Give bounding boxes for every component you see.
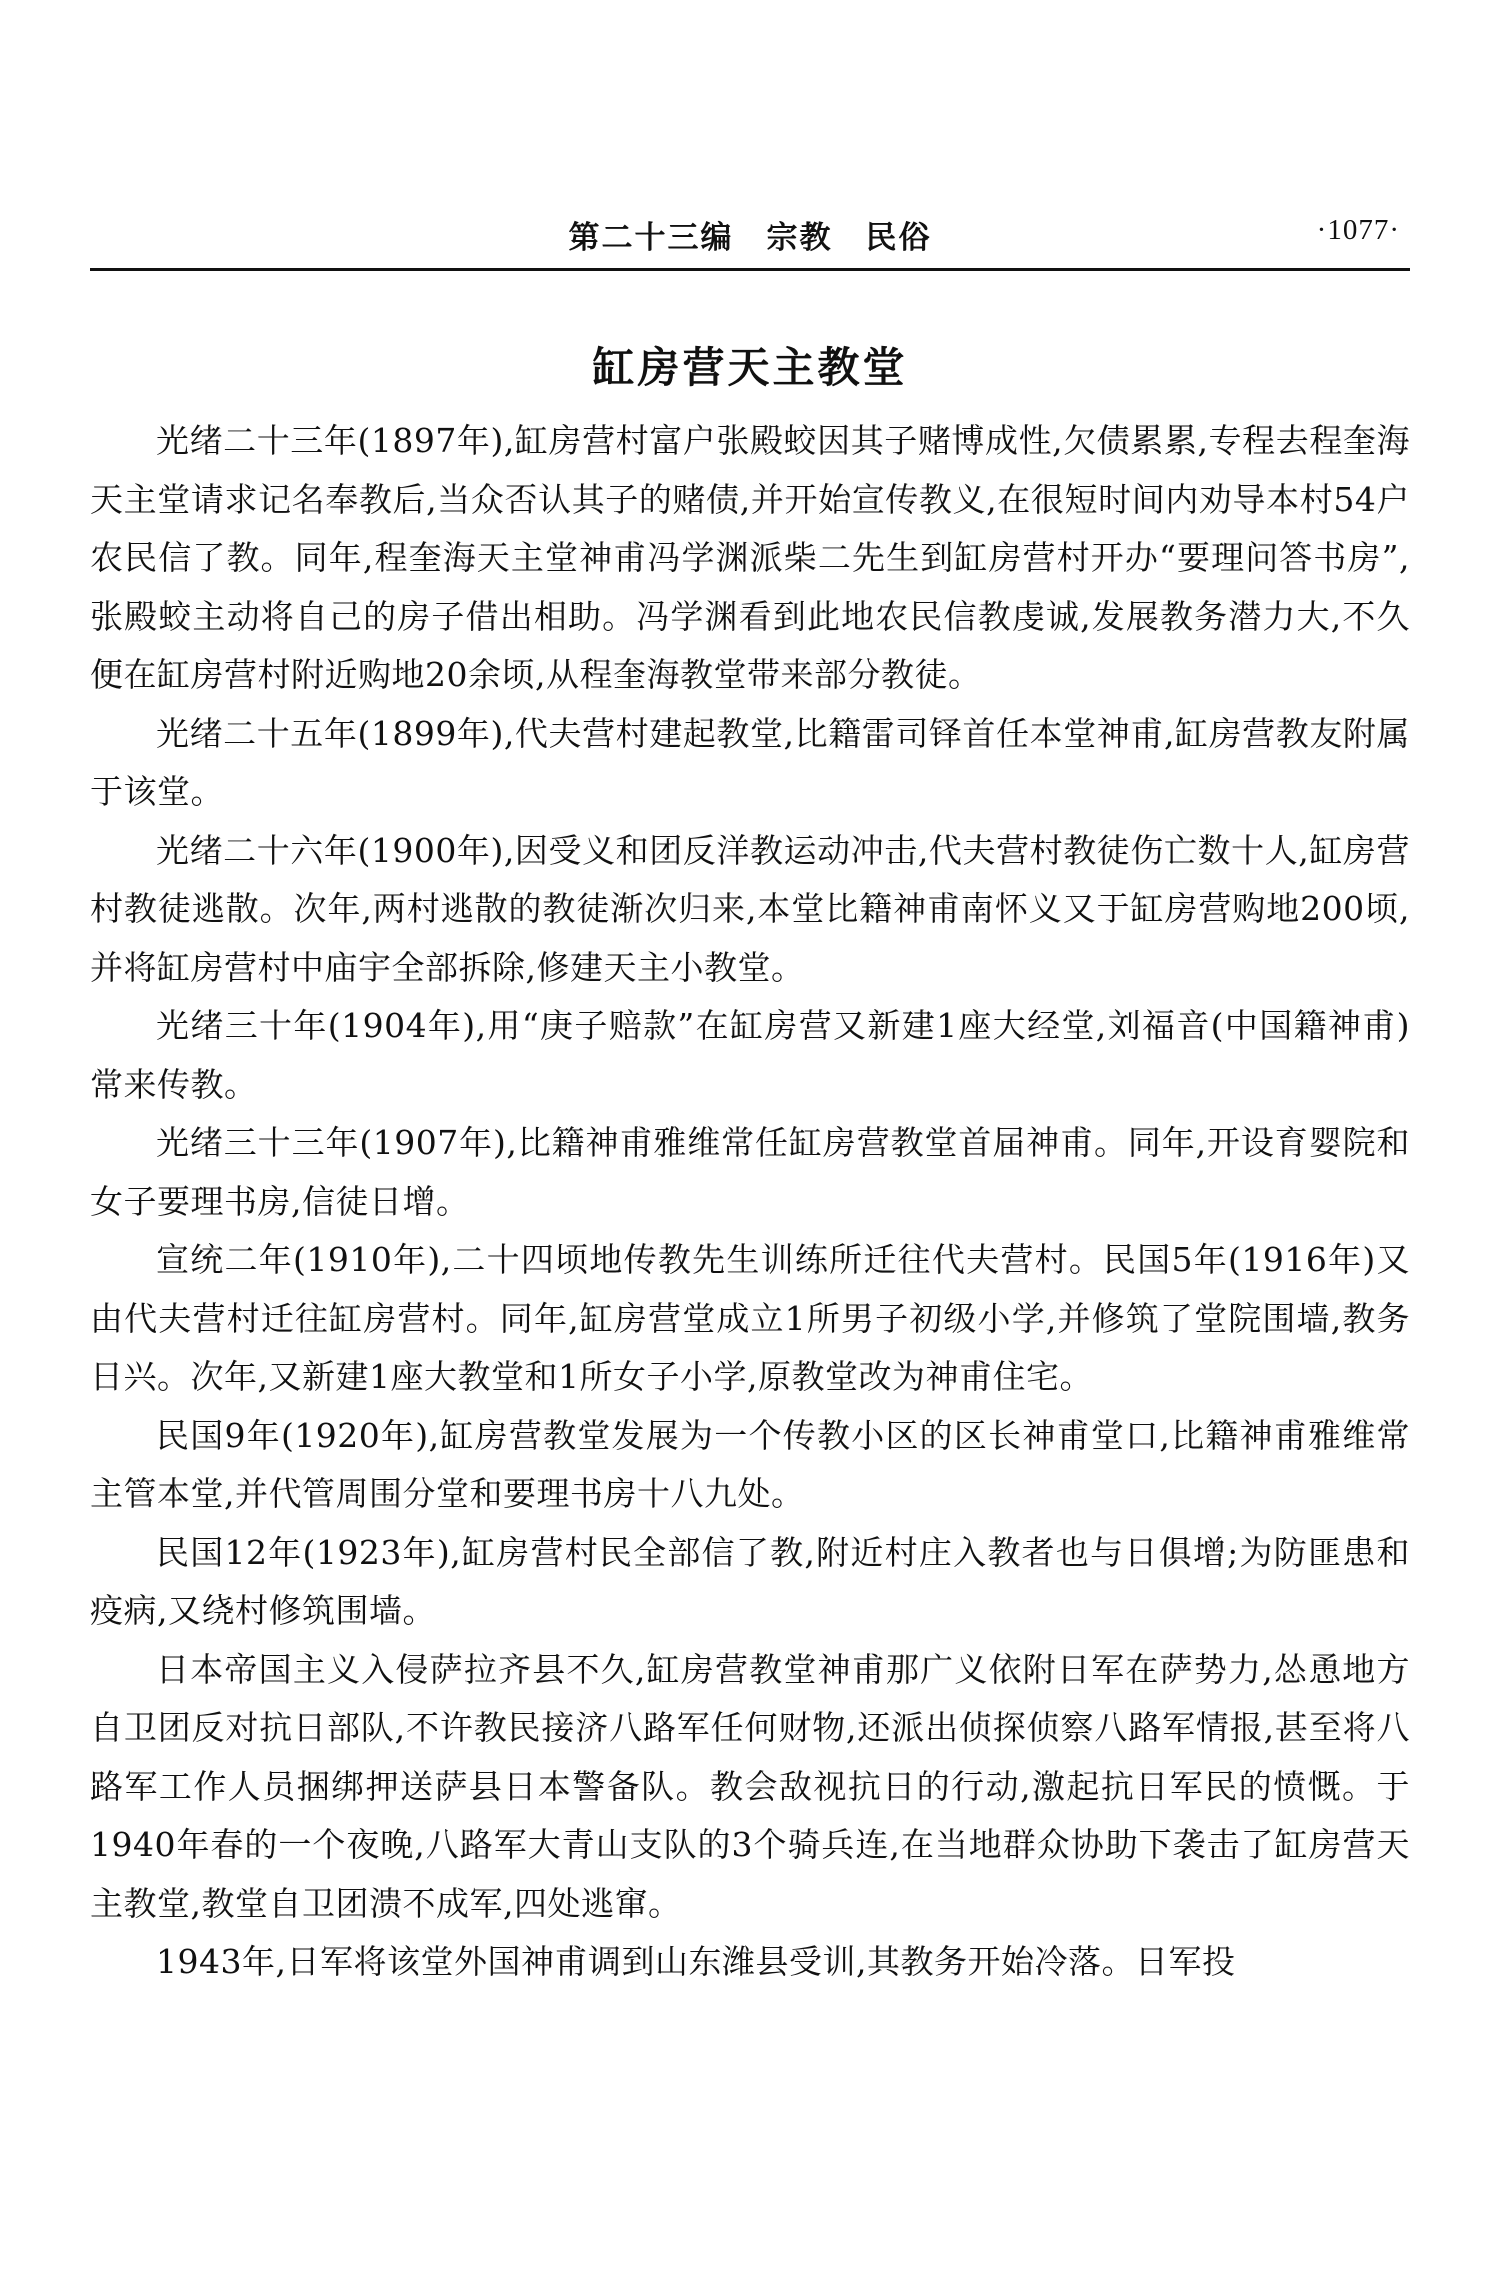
paragraph: 民国9年(1920年),缸房营教堂发展为一个传教小区的区长神甫堂口,比籍神甫雅维常主管本堂,并代管周围分堂和要理书房十八九处。	[90, 1415, 1410, 1513]
paragraph: 光绪三十三年(1907年),比籍神甫雅维常任缸房营教堂首届神甫。同年,开设育婴院和女子要理书房,信徒日增。	[90, 1123, 1410, 1221]
running-header	[90, 212, 1410, 262]
header-rule	[90, 268, 1410, 271]
paragraph: 光绪二十三年(1897年),缸房营村富户张殿蛟因其子赌博成性,欠债累累,专程去程奎海天主堂请求记名奉教后,当众否认其子的赌债,并开始宣传教义,在很短时间内劝导本村54户农民信了教。同年,程奎海天主堂神甫冯学渊派柴二先生到缸房营村开办“要理问答书房”,张殿蛟主动将自己的房子借出相助。冯学渊看到此地农民信教虔诚,发展教务潜力大,不久便在缸房营村附近购地20余顷,从程奎海教堂带来部分教徒。	[90, 421, 1410, 694]
page-number: ·1077·	[1316, 214, 1400, 246]
section-title: 第二十三编 宗教 民俗	[568, 220, 932, 256]
paragraph: 日本帝国主义入侵萨拉齐县不久,缸房营教堂神甫那广义依附日军在萨势力,怂恿地方自卫团反对抗日部队,不许教民接济八路军任何财物,还派出侦探侦察八路军情报,甚至将八路军工作人员捆绑押送萨县日本警备队。教会敌视抗日的行动,激起抗日军民的愤慨。于1940年春的一个夜晚,八路军大青山支队的3个骑兵连,在当地群众协助下袭击了缸房营天主教堂,教堂自卫团溃不成军,四处逃窜。	[90, 1649, 1410, 1923]
paragraph: 光绪二十六年(1900年),因受义和团反洋教运动冲击,代夫营村教徒伤亡数十人,缸房营村教徒逃散。次年,两村逃散的教徒渐次归来,本堂比籍神甫南怀义又于缸房营购地200顷,并将缸房营村中庙宇全部拆除,修建天主小教堂。	[90, 830, 1410, 987]
paragraph: 民国12年(1923年),缸房营村民全部信了教,附近村庄入教者也与日俱增;为防匪患和疫病,又绕村修筑围墙。	[90, 1532, 1410, 1630]
paragraph: 宣统二年(1910年),二十四顷地传教先生训练所迁往代夫营村。民国5年(1916年)又由代夫营村迁往缸房营村。同年,缸房营堂成立1所男子初级小学,并修筑了堂院围墙,教务日兴。次年,又新建1座大教堂和1所女子小学,原教堂改为神甫住宅。	[90, 1240, 1410, 1396]
article-body	[90, 412, 1410, 1992]
paragraph: 光绪三十年(1904年),用“庚子赔款”在缸房营又新建1座大经堂,刘福音(中国籍神甫)常来传教。	[90, 1006, 1410, 1104]
article-title: 缸房营天主教堂	[592, 343, 908, 392]
paragraph: 1943年,日军将该堂外国神甫调到山东潍县受训,其教务开始冷落。日军投	[156, 1942, 1236, 1981]
paragraph: 光绪二十五年(1899年),代夫营村建起教堂,比籍雷司铎首任本堂神甫,缸房营教友附属于该堂。	[90, 713, 1410, 811]
